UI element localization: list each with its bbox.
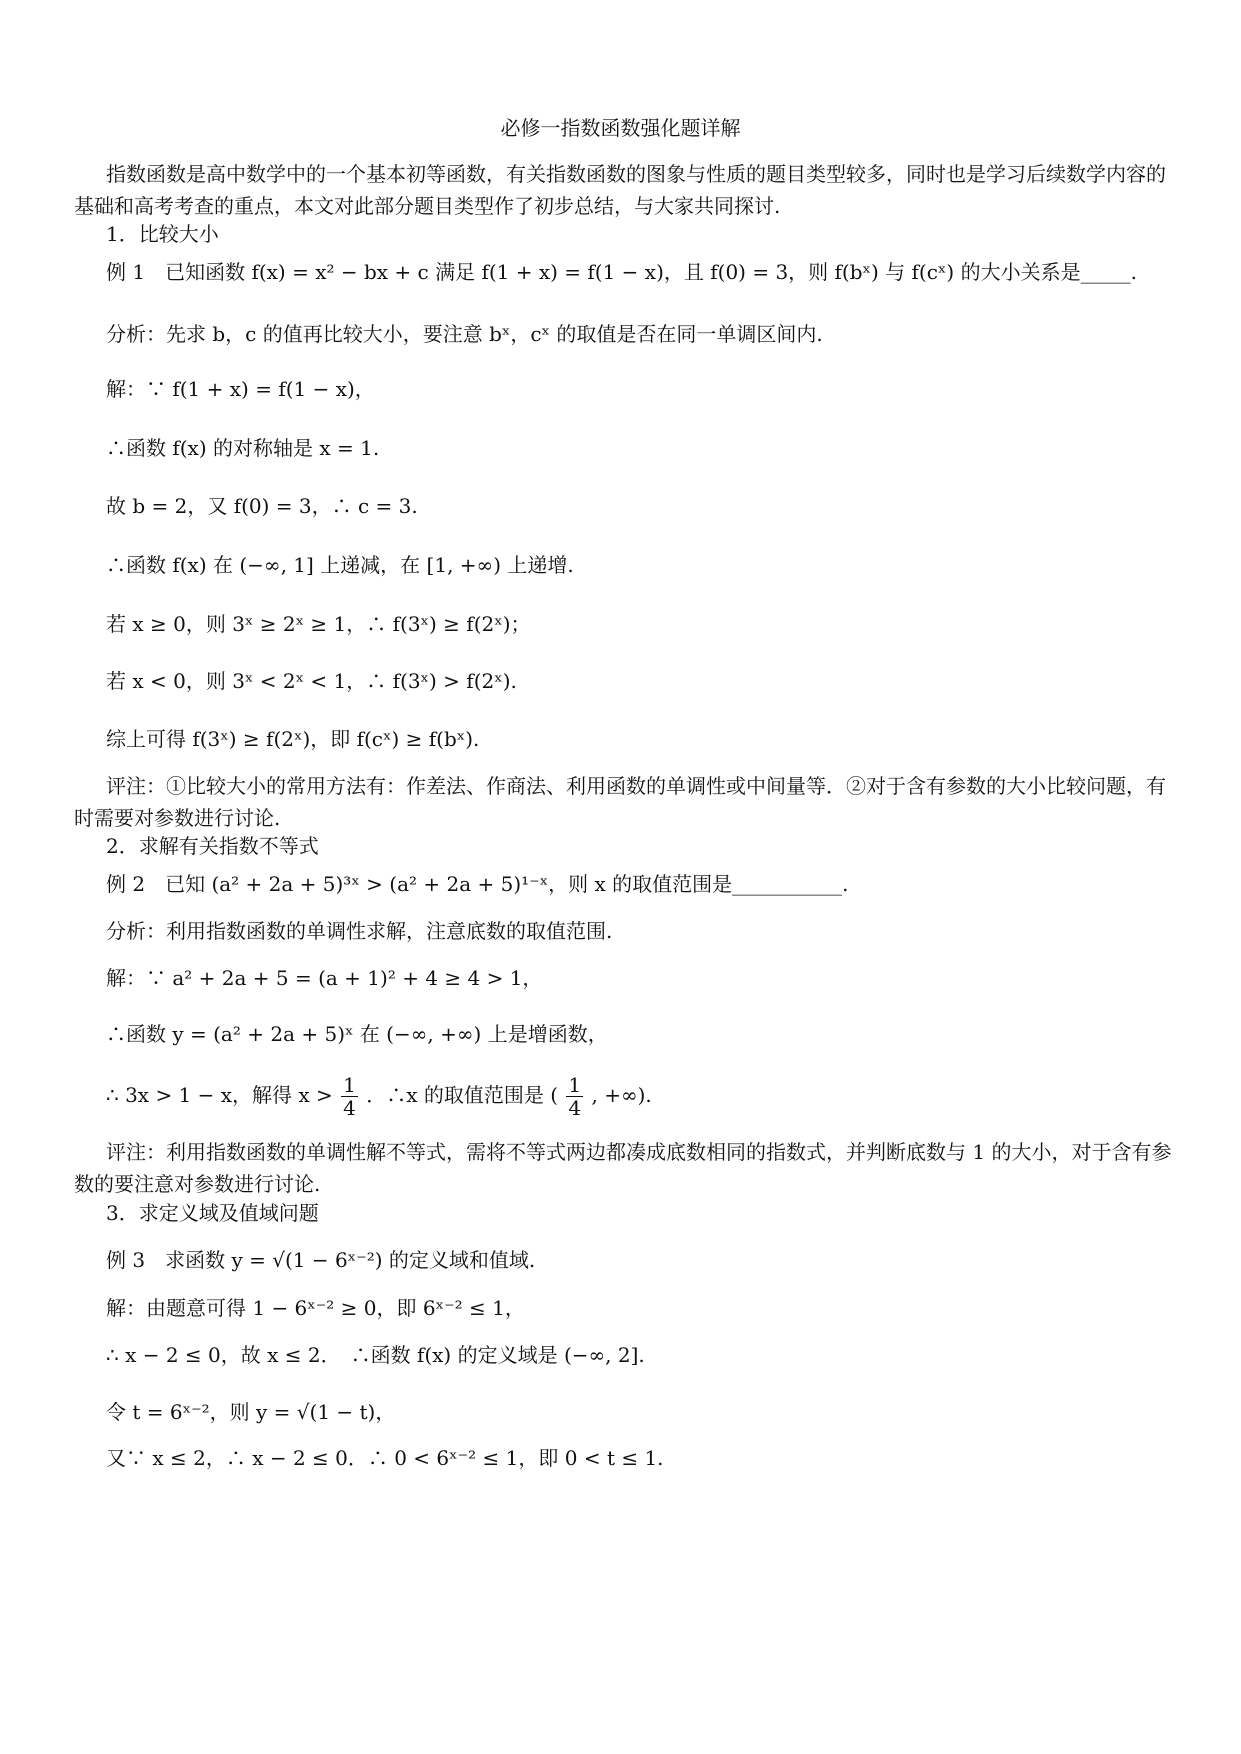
- fraction-one-quarter-b: [566, 1074, 583, 1119]
- fraction-numerator: 1: [568, 1073, 582, 1097]
- example-3-solution-line-4: 又∵ x ≤ 2，∴ x − 2 ≤ 0．∴ 0 < 6ˣ⁻² ≤ 1，即 0 < t ≤ 1.: [106, 1446, 664, 1470]
- example-1-solution-line-1: 解：∵ f(1 + x) = f(1 − x)，: [106, 377, 375, 401]
- example-3-solution-line-1: 解：由题意可得 1 − 6ˣ⁻² ≥ 0，即 6ˣ⁻² ≤ 1，: [106, 1296, 525, 1320]
- section-3-heading: 3．求定义域及值域问题: [106, 1201, 319, 1225]
- example-1-solution-line-6: 若 x < 0，则 3ˣ < 2ˣ < 1，∴ f(3ˣ) > f(2ˣ).: [106, 669, 517, 693]
- example-2: 例 2 已知 (a² + 2a + 5)³ˣ > (a² + 2a + 5)¹⁻ˣ，则 x 的取值范围是___________.: [106, 872, 849, 896]
- fraction-denominator: 4: [568, 1096, 582, 1120]
- solution-text-prefix: ∴ 3x > 1 − x，解得 x >: [106, 1083, 333, 1107]
- example-1-solution-line-7: 综上可得 f(3ˣ) ≥ f(2ˣ)，即 f(cˣ) ≥ f(bˣ).: [106, 727, 480, 751]
- solution-text-middle: ．∴x 的取值范围是 (: [366, 1083, 559, 1107]
- example-1-analysis: 分析：先求 b，c 的值再比较大小，要注意 bˣ，cˣ 的取值是否在同一单调区间内.: [106, 322, 823, 346]
- page-title: 必修一指数函数强化题详解: [500, 116, 741, 140]
- example-2-analysis: 分析：利用指数函数的单调性求解，注意底数的取值范围.: [106, 919, 613, 943]
- example-2-solution-line-1: 解：∵ a² + 2a + 5 = (a + 1)² + 4 ≥ 4 > 1，: [106, 966, 543, 990]
- fraction-denominator: 4: [343, 1096, 356, 1120]
- example-3: 例 3 求函数 y = √(1 − 6ˣ⁻²) 的定义域和值域.: [106, 1248, 536, 1272]
- example-3-solution-line-2: ∴ x − 2 ≤ 0，故 x ≤ 2． ∴函数 f(x) 的定义域是 (−∞, 2].: [106, 1343, 645, 1367]
- intro-paragraph: 指数函数是高中数学中的一个基本初等函数，有关指数函数的图象与性质的题目类型较多，同时也是学习后续数学内容的基础和高考考查的重点，本文对此部分题目类型作了初步总结，与大家共同探讨.: [74, 162, 1166, 218]
- example-3-solution-line-3: 令 t = 6ˣ⁻²，则 y = √(1 − t)，: [106, 1400, 396, 1424]
- solution-text-suffix: , +∞).: [591, 1083, 652, 1107]
- fraction-numerator: 1: [343, 1073, 356, 1097]
- section-1-heading: 1．比较大小: [106, 222, 219, 246]
- example-2-solution-line-3: [106, 1068, 652, 1122]
- example-1-solution-line-5: 若 x ≥ 0，则 3ˣ ≥ 2ˣ ≥ 1，∴ f(3ˣ) ≥ f(2ˣ)；: [106, 612, 531, 636]
- example-2-comment: 评注：利用指数函数的单调性解不等式，需将不等式两边都凑成底数相同的指数式，并判断底数与 1 的大小，对于含有参数的要注意对参数进行讨论.: [74, 1140, 1172, 1196]
- section-2-heading: 2．求解有关指数不等式: [106, 834, 319, 858]
- fraction-one-quarter-a: [341, 1074, 358, 1119]
- example-2-solution-line-2: ∴函数 y = (a² + 2a + 5)ˣ 在 (−∞, +∞) 上是增函数，: [106, 1022, 608, 1046]
- example-1-solution-line-3: 故 b = 2，又 f(0) = 3，∴ c = 3.: [106, 494, 418, 518]
- example-1: 例 1 已知函数 f(x) = x² − bx + c 满足 f(1 + x) = f(1 − x)，且 f(0) = 3，则 f(bˣ) 与 f(cˣ) 的大小关系是_____.: [106, 260, 1137, 284]
- example-1-solution-line-4: ∴函数 f(x) 在 (−∞, 1] 上递减，在 [1, +∞) 上递增.: [106, 553, 574, 577]
- example-1-solution-line-2: ∴函数 f(x) 的对称轴是 x = 1.: [106, 436, 380, 460]
- example-1-comment: 评注：①比较大小的常用方法有：作差法、作商法、利用函数的单调性或中间量等．②对于含有参数的大小比较问题，有时需要对参数进行讨论.: [74, 774, 1166, 830]
